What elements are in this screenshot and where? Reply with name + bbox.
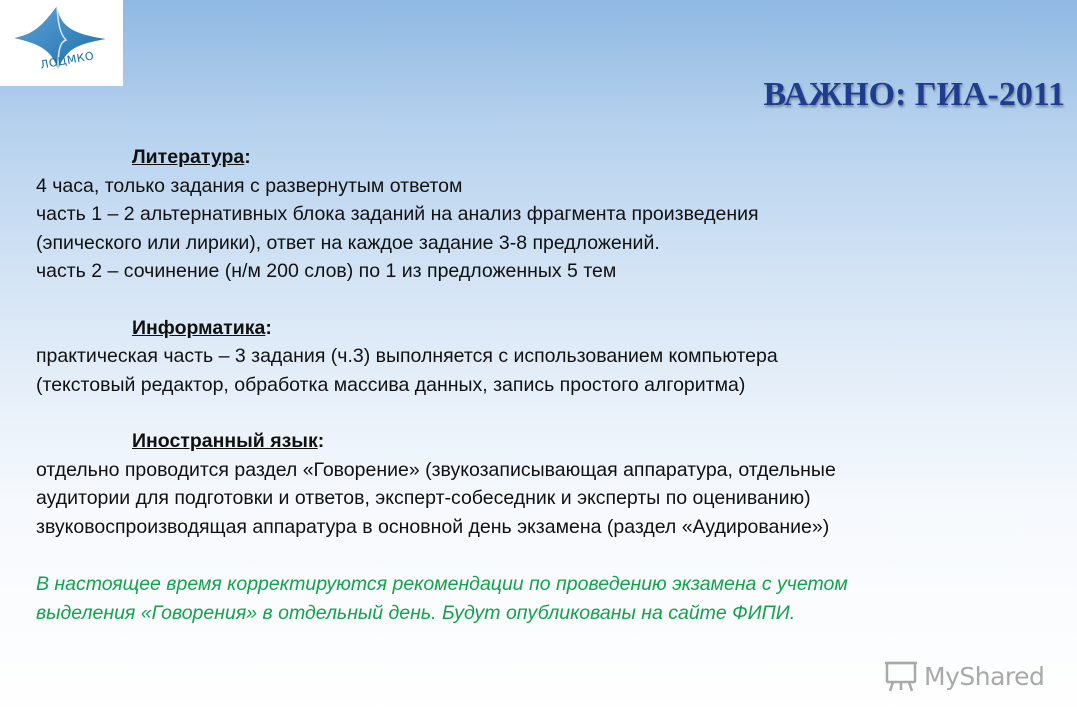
logo	[0, 0, 123, 86]
section-informatics: Информатика: практическая часть – 3 задания (ч.3) выполняется с использованием компьютера (текстовый редактор, обработка массива данных, запись простого алгоритма)	[36, 314, 1066, 400]
note-line: В настоящее время корректируются рекомендации по проведению экзамена с учетом	[36, 573, 848, 595]
note-text	[36, 570, 1066, 627]
section-literature: Литература: 4 часа, только задания с развернутым ответом часть 1 – 2 альтернативных блока заданий на анализ фрагмента произведения (эпического или лирики), ответ на каждое задание 3-8 предложений. часть 2 – сочинение (н/м 200 слов) по 1 из предложенных 5 тем	[36, 143, 1066, 286]
text-line: (текстовый редактор, обработка массива данных, запись простого алгоритма)	[36, 373, 746, 396]
page-title: ВАЖНО: ГИА-2011	[763, 76, 1065, 113]
watermark[interactable]	[884, 656, 1044, 696]
text-line: часть 2 – сочинение (н/м 200 слов) по 1 из предложенных 5 тем	[36, 260, 617, 282]
text-line: часть 1 – 2 альтернативных блока заданий на анализ фрагмента произведения	[36, 203, 759, 225]
text-line: аудитории для подготовки и ответов, эксперт-собеседник и эксперты по оцениванию)	[36, 487, 811, 509]
logo-text: ЛОЦМКО	[39, 49, 96, 72]
text-line: 4 часа, только задания с развернутым ответом	[36, 174, 463, 197]
section-title: Литература	[132, 146, 245, 168]
text-line: (эпического или лирики), ответ на каждое задание 3-8 предложений.	[36, 231, 660, 254]
text-line: практическая часть – 3 задания (ч.3) выполняется с использованием компьютера	[36, 345, 778, 367]
presentation-board-icon	[884, 659, 918, 693]
star-logo-icon	[0, 0, 123, 86]
section-title: Информатика	[132, 316, 266, 339]
main-content	[36, 143, 1066, 627]
section-foreign-language: Иностранный язык: отдельно проводится раздел «Говорение» (звукозаписывающая аппаратура, отдельные аудитории для подготовки и ответов, эксперт-собеседник и эксперты по оцениванию) звуковоспроизводящая аппаратура в основной день экзамена (раздел «Аудирование»)	[36, 427, 1066, 541]
watermark-text: MyShared	[924, 661, 1045, 691]
section-title: Иностранный язык	[132, 430, 318, 452]
text-line: звуковоспроизводящая аппаратура в основной день экзамена (раздел «Аудирование»)	[36, 515, 830, 538]
note-line: выделения «Говорения» в отдельный день. Будут опубликованы на сайте ФИПИ.	[36, 601, 796, 624]
text-line: отдельно проводится раздел «Говорение» (звукозаписывающая аппаратура, отдельные	[36, 458, 836, 481]
